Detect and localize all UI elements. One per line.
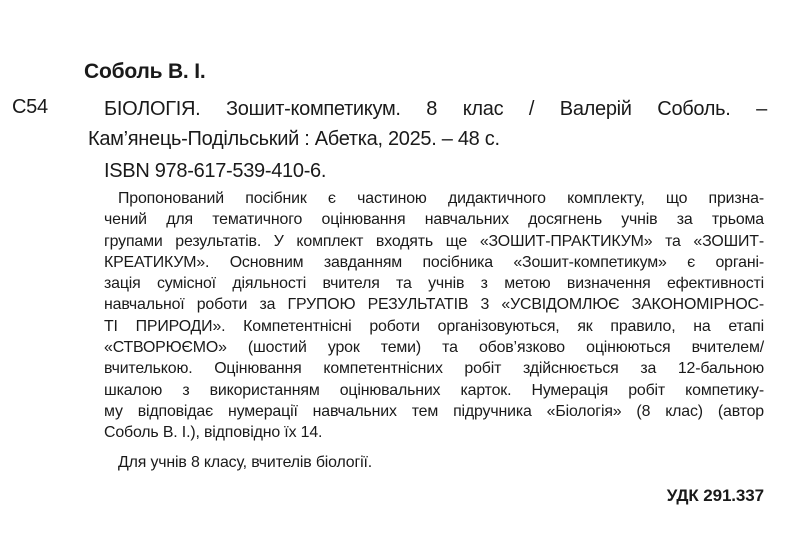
annotation-paragraph <box>104 188 764 444</box>
audience-note: Для учнів 8 класу, вчителів біології. <box>118 453 373 471</box>
annotation-line: му відповідає нумерації навчальних тем підручника «Біологія» (8 клас) (автор <box>104 402 764 420</box>
reference-word: / <box>528 98 535 120</box>
reference-word: БІОЛОГІЯ. <box>104 98 201 120</box>
annotation-line: чений для тематичного оцінювання навчальних досягнень учнів за трьома <box>104 211 764 229</box>
udk-code: УДК 291.337 <box>666 486 764 505</box>
reference-word: Валерій <box>559 98 632 120</box>
author-heading: Соболь В. І. <box>84 60 206 83</box>
annotation-line: ТІ ПРИРОДИ». Компетентнісні роботи організовуються, як правило, на етапі <box>104 317 764 335</box>
annotation-line: КРЕАТИКУМ». Основним завданням посібника «Зошит-компетикум» є органі- <box>104 253 764 271</box>
reference-word: Соболь. <box>657 98 731 120</box>
annotation-line: групами результатів. У комплект входять ще «ЗОШИТ-ПРАКТИКУМ» та «ЗОШИТ- <box>104 232 764 250</box>
reference-word: клас <box>462 98 504 120</box>
reference-word: Зошит-компетикум. <box>226 98 401 120</box>
reference-line-1 <box>104 94 767 124</box>
classification-code: С54 <box>12 96 48 118</box>
reference-word: – <box>756 98 767 120</box>
annotation-line: зація сумісної діяльності вчителя та учнів з метою визначення ефективності <box>104 275 764 293</box>
annotation-line: «СТВОРЮЄМО» (шостий урок теми) та обов’язково оцінюються вчителем/ <box>104 339 764 357</box>
bibliographic-entry <box>88 94 767 473</box>
annotation-line: вчителькою. Оцінювання компетентнісних робіт здійснюється за 12-бальною <box>104 360 764 378</box>
reference-word: 8 <box>426 98 438 120</box>
annotation-line: Соболь В. І.), відповідно їх 14. <box>104 424 323 442</box>
annotation-line: шкалою з використанням оцінювальних карток. Нумерація робіт компетику- <box>104 381 764 399</box>
annotation-line: навчальної роботи за ГРУПОЮ РЕЗУЛЬТАТІВ 3 «УСВІДОМЛЮЄ ЗАКОНОМІРНОС- <box>104 296 764 314</box>
annotation-line: Пропонований посібник є частиною дидактичного комплекту, що призна- <box>118 190 764 207</box>
reference-line-2: Кам’янець-Подільський : Абетка, 2025. – 48 с. <box>88 128 500 150</box>
isbn: ISBN 978-617-539-410-6. <box>104 160 327 182</box>
